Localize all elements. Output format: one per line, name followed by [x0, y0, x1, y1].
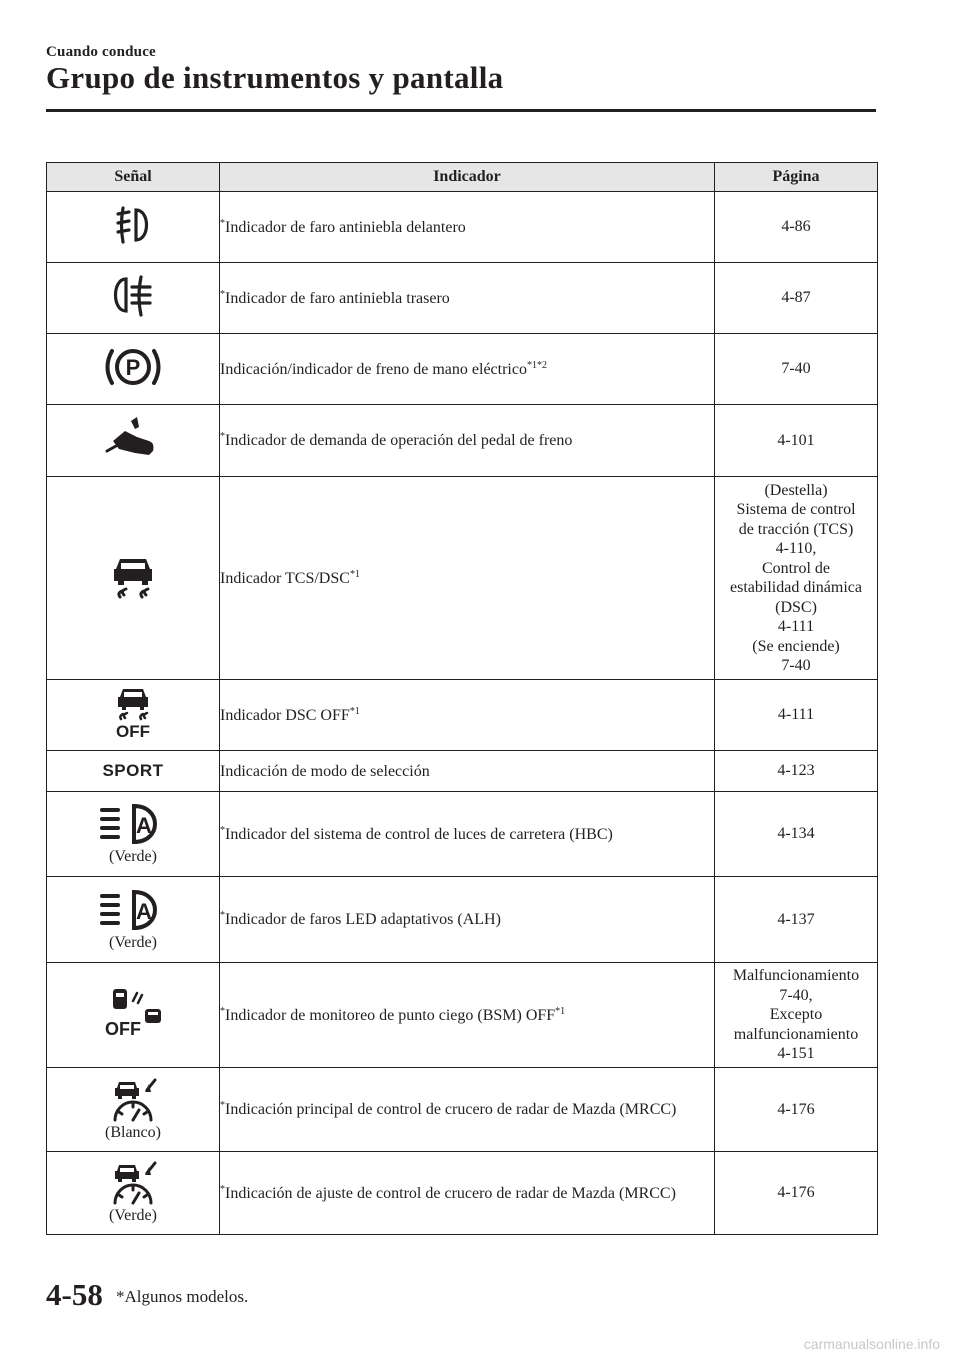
radar-cruise-main-icon: [105, 1078, 161, 1122]
svg-text:P: P: [125, 354, 141, 380]
signal-color-note: (Verde): [109, 1207, 157, 1224]
indicator-table: [46, 162, 878, 1235]
signal-cell: [47, 792, 220, 877]
bsm-off-icon: [101, 987, 165, 1039]
signal-cell: [47, 963, 220, 1068]
header-signal: Señal: [47, 163, 220, 192]
table-row: [47, 1068, 878, 1152]
signal-cell: [47, 334, 220, 405]
table-row: [47, 263, 878, 334]
signal-cell: [47, 751, 220, 792]
sport-text-icon: SPORT: [102, 761, 164, 780]
header-indicator: Indicador: [220, 163, 715, 192]
table-row: [47, 405, 878, 477]
rear-fog-light-icon: [108, 273, 158, 319]
signal-cell: [47, 1068, 220, 1152]
signal-cell: [47, 263, 220, 334]
table-header-row: [47, 163, 878, 192]
high-beam-control-icon: [100, 802, 166, 846]
page-cell: 4-137: [715, 877, 878, 963]
indicator-cell: Indicación de modo de selección: [220, 751, 715, 792]
page-number: 4-58: [46, 1277, 103, 1312]
table-row: [47, 751, 878, 792]
radar-cruise-set-icon: [105, 1161, 161, 1205]
page-title: Grupo de instrumentos y pantalla: [46, 60, 504, 95]
page-cell: (Destella) Sistema de control de tracción (TCS) 4-110, Control de estabilidad dinámica (DSC) 4-111 (Se enciende) 7-40: [715, 477, 878, 680]
signal-color-note: (Verde): [109, 848, 157, 865]
page-cell: 4-176: [715, 1152, 878, 1235]
page-cell: 4-111: [715, 680, 878, 751]
svg-text:OFF: OFF: [116, 721, 150, 739]
page-cell: 4-134: [715, 792, 878, 877]
page-cell: 7-40: [715, 334, 878, 405]
footnote: *Algunos modelos.: [116, 1287, 249, 1306]
page-cell: 4-86: [715, 192, 878, 263]
title-rule: [46, 109, 876, 112]
indicator-cell: Indicador DSC OFF$^{*1}$: [220, 680, 715, 751]
indicator-cell: *Indicación principal de control de crucero de radar de Mazda (MRCC): [220, 1068, 715, 1152]
brake-pedal-demand-icon: [105, 415, 161, 461]
header-page: Página: [715, 163, 878, 192]
svg-text:OFF: OFF: [105, 1018, 141, 1039]
indicator-cell: Indicación/indicador de freno de mano eléctrico$^{*1*2}$: [220, 334, 715, 405]
indicator-cell: *Indicador de faro antiniebla delantero: [220, 192, 715, 263]
table-row: [47, 680, 878, 751]
signal-cell: [47, 192, 220, 263]
signal-cell: [47, 877, 220, 963]
table-row: [47, 334, 878, 405]
tcs-dsc-icon: [108, 553, 158, 599]
page-cell: Malfuncionamiento 7-40, Excepto malfuncionamiento 4-151: [715, 963, 878, 1068]
table-row: [47, 192, 878, 263]
table-row: [47, 792, 878, 877]
signal-cell: [47, 477, 220, 680]
signal-cell: [47, 680, 220, 751]
page-cell: 4-87: [715, 263, 878, 334]
indicator-cell: *Indicador de faro antiniebla trasero: [220, 263, 715, 334]
watermark: carmanualsonline.info: [803, 1336, 940, 1352]
signal-cell: [47, 1152, 220, 1235]
electric-parking-brake-icon: [100, 343, 166, 391]
table-row: [47, 477, 878, 680]
signal-color-note: (Blanco): [105, 1123, 161, 1141]
indicator-cell: Indicador TCS/DSC$^{*1}$: [220, 477, 715, 680]
signal-color-note: (Verde): [109, 933, 157, 951]
indicator-cell: *Indicador de faros LED adaptativos (ALH): [220, 877, 715, 963]
svg-text:A: A: [136, 898, 152, 924]
indicator-cell: *Indicador del sistema de control de luces de carretera (HBC): [220, 792, 715, 877]
adaptive-led-headlight-icon: [100, 888, 166, 932]
page-cell: 4-101: [715, 405, 878, 477]
section-label: Cuando conduce: [46, 44, 156, 60]
svg-text:A: A: [136, 813, 152, 838]
indicator-cell: *Indicador de monitoreo de punto ciego (BSM) OFF$^{*1}$: [220, 963, 715, 1068]
page-cell: 4-123: [715, 751, 878, 792]
table-row: [47, 877, 878, 963]
front-fog-light-icon: [110, 204, 156, 246]
indicator-cell: *Indicación de ajuste de control de crucero de radar de Mazda (MRCC): [220, 1152, 715, 1235]
indicator-cell: *Indicador de demanda de operación del pedal de freno: [220, 405, 715, 477]
table-row: [47, 1152, 878, 1235]
signal-cell: [47, 405, 220, 477]
table-row: [47, 963, 878, 1068]
page-cell: 4-176: [715, 1068, 878, 1152]
dsc-off-icon: [107, 687, 159, 739]
